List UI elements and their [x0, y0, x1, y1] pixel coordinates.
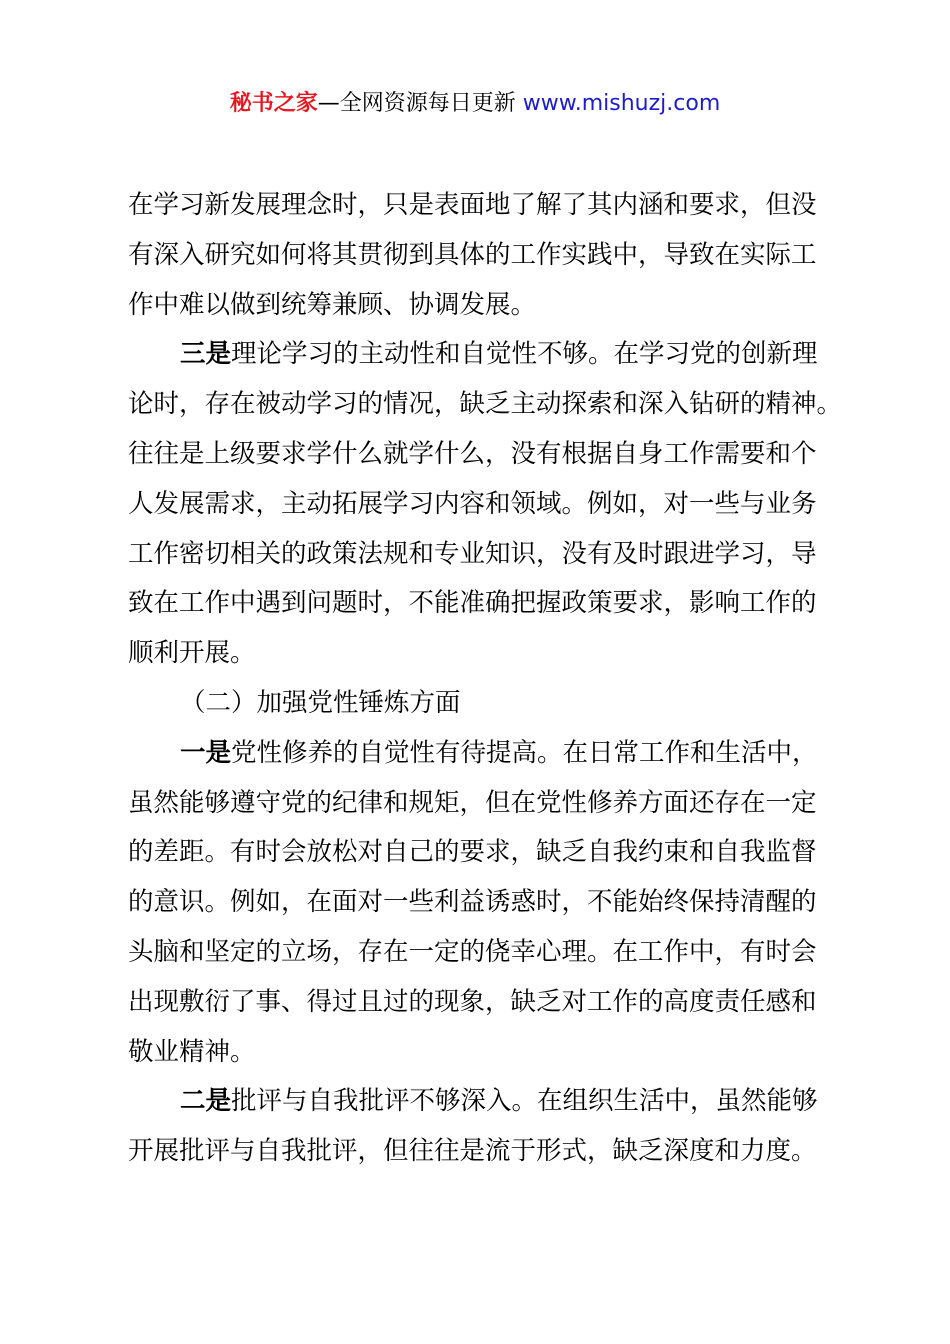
text-line: 论时，存在被动学习的情况，缺乏主动探索和深入钻研的精神。: [128, 389, 843, 420]
document-body: [128, 181, 843, 1177]
text-line: 顺利开展。: [128, 638, 256, 669]
text-line: 作中难以做到统筹兼顾、协调发展。: [128, 289, 537, 320]
text-line: 敬业精神。: [128, 1036, 256, 1067]
text-run: 党性修养的自觉性有待提高。在日常工作和生活中，: [231, 737, 818, 768]
paragraph-lead: 一是: [180, 737, 232, 768]
text-run: 理论学习的主动性和自觉性不够。在学习党的创新理: [231, 339, 818, 370]
text-line: 开展批评与自我批评，但往往是流于形式，缺乏深度和力度。: [128, 1136, 817, 1167]
site-url-link[interactable]: www.mishuzj.com: [522, 91, 721, 116]
text-line: 有深入研究如何将其贯彻到具体的工作实践中，导致在实际工: [128, 239, 817, 270]
header-tagline: —全网资源每日更新: [317, 91, 523, 116]
text-line: 人发展需求，主动拓展学习内容和领域。例如，对一些与业务: [128, 488, 817, 519]
text-line: 虽然能够遵守党的纪律和规矩，但在党性修养方面还存在一定: [128, 787, 817, 818]
text-line: 头脑和坚定的立场，存在一定的侥幸心理。在工作中，有时会: [128, 936, 817, 967]
paragraph-first-line: [128, 330, 838, 380]
text-line: 出现敷衍了事、得过且过的现象，缺乏对工作的高度责任感和: [128, 986, 817, 1017]
paragraph-first-line: [128, 1077, 838, 1127]
section-heading: （二）加强党性锤炼方面: [180, 687, 461, 718]
text-line: 的意识。例如，在面对一些利益诱惑时，不能始终保持清醒的: [128, 887, 817, 918]
text-line: 往往是上级要求学什么就学什么，没有根据自身工作需要和个: [128, 438, 817, 469]
paragraph-first-line: [128, 729, 838, 779]
text-line: 工作密切相关的政策法规和专业知识，没有及时跟进学习，导: [128, 538, 817, 569]
paragraph-lead: 三是: [180, 339, 232, 370]
page-header: [0, 88, 950, 120]
text-line: 的差距。有时会放松对自己的要求，缺乏自我约束和自我监督: [128, 837, 817, 868]
brand-name: 秘书之家: [229, 91, 318, 116]
text-run: 批评与自我批评不够深入。在组织生活中，虽然能够: [231, 1086, 818, 1117]
text-line: 致在工作中遇到问题时，不能准确把握政策要求，影响工作的: [128, 588, 817, 619]
text-line: 在学习新发展理念时，只是表面地了解了其内涵和要求，但没: [128, 190, 817, 220]
paragraph-lead: 二是: [180, 1086, 232, 1117]
